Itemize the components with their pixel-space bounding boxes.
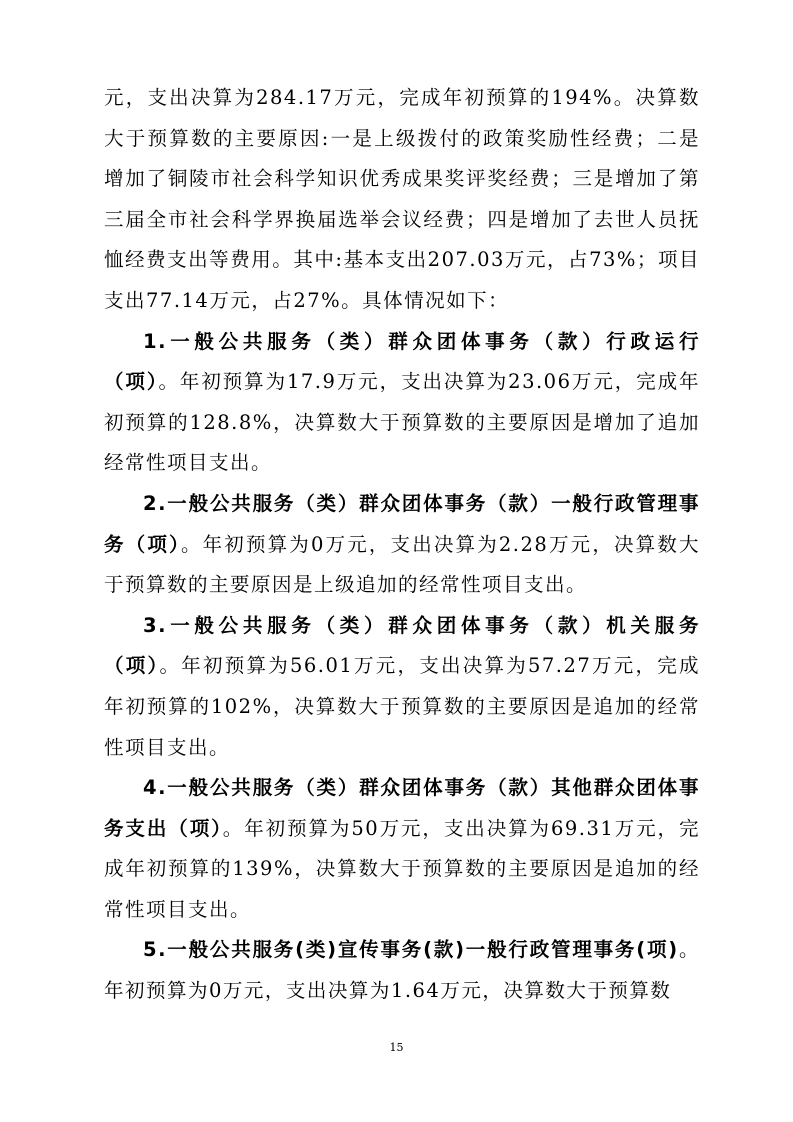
item-1-body: 。年初预算为17.9万元，支出决算为23.06万元，完成年初预算的128.8%，决算数大于预算数的主要原因是增加了追加经常性项目支出。 bbox=[104, 370, 700, 475]
item-2-heading: 2.一般公共服务（类）群众团体事务（款）一般行政管理事务（项） bbox=[104, 491, 700, 556]
item-4-body: 。年初预算为50万元，支出决算为69.31万元，完成年初预算的139%，决算数大于预算数的主要原因是追加的经常性项目支出。 bbox=[104, 816, 700, 921]
item-3-body: 。年初预算为56.01万元，支出决算为57.27万元，完成年初预算的102%，决算数大于预算数的主要原因是追加的经常性项目支出。 bbox=[104, 654, 700, 759]
item-3-heading: 3.一般公共服务（类）群众团体事务（款）机关服务（项） bbox=[104, 613, 700, 678]
page-number: 15 bbox=[389, 1041, 404, 1054]
item-2-paragraph bbox=[104, 484, 700, 606]
document-page bbox=[104, 78, 700, 1012]
item-3-paragraph bbox=[104, 606, 700, 768]
item-5-heading: 5.一般公共服务(类)宣传事务(款)一般行政管理事务(项) bbox=[143, 938, 679, 962]
item-4-paragraph bbox=[104, 768, 700, 930]
item-1-paragraph bbox=[104, 322, 700, 484]
item-1-heading: 1.一般公共服务（类）群众团体事务（款）行政运行（项） bbox=[104, 329, 700, 394]
item-2-body: 。年初预算为0万元，支出决算为2.28万元，决算数大于预算数的主要原因是上级追加的经常性项目支出。 bbox=[104, 532, 700, 597]
item-5-body: 。年初预算为0万元，支出决算为1.64万元，决算数大于预算数 bbox=[104, 938, 700, 1003]
item-4-heading: 4.一般公共服务（类）群众团体事务（款）其他群众团体事务支出（项） bbox=[104, 776, 700, 840]
item-5-paragraph bbox=[104, 930, 700, 1011]
intro-paragraph: 元，支出决算为284.17万元，完成年初预算的194%。决算数大于预算数的主要原因:一是上级拨付的政策奖励性经费；二是增加了铜陵市社会科学知识优秀成果奖评奖经费；三是增加了第三届全市社会科学界换届选举会议经费；四是增加了去世人员抚恤经费支出等费用。其中:基本支出207.03万元，占73%；项目支出77.14万元，占27%。具体情况如下： bbox=[104, 86, 700, 312]
